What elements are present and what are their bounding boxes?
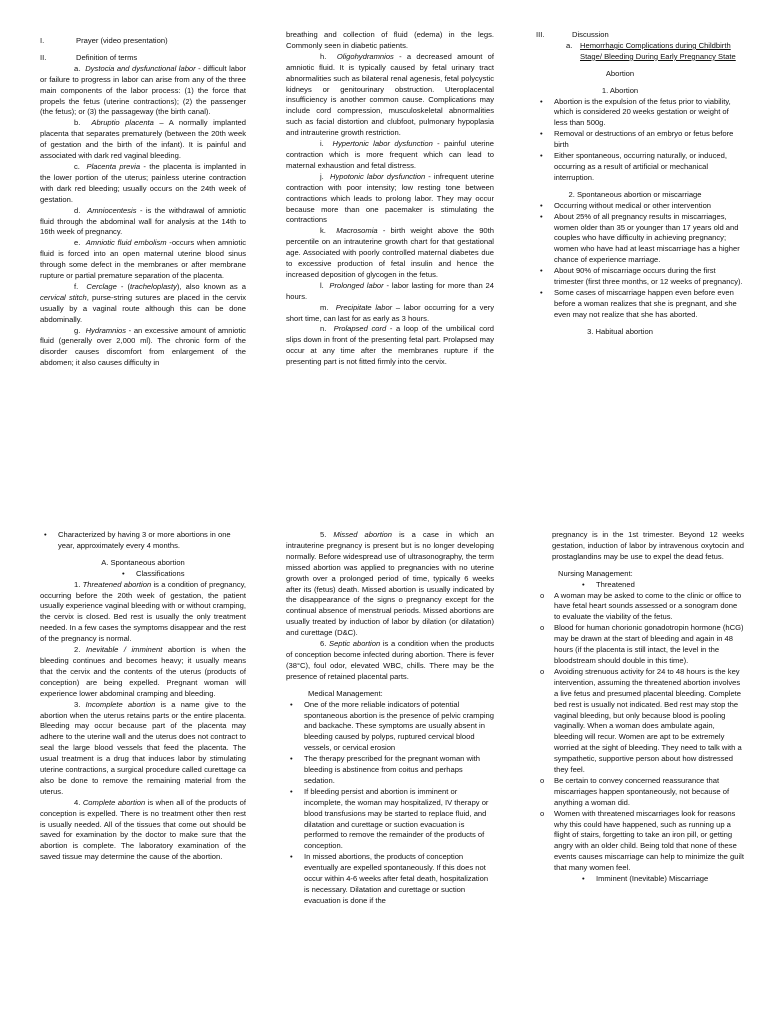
nursing-threatened-list xyxy=(536,591,744,875)
definition-hypotonic-labor: j. Hypotonic labor dysfunction - infrequent uterine contraction with poor intensity; low resting tone between contractions which leads to prolong labor. They may occur because more than one pacemaker is stimulating the contractions xyxy=(286,171,494,225)
definition-dystocia: a. Dystocia and dysfunctional labor - difficult labor or failure to progress in labor can arise from any of the three main components of the labor process: (1) the force that propels the fetus (uterine contractions); (2) the passenger (the fetus); or (3) the passageway (the birth canal). xyxy=(40,63,246,117)
threatened-heading: • Threatened xyxy=(536,580,744,591)
section-habitual-abortion: 3. Habitual abortion xyxy=(587,326,653,336)
page1-column-3 xyxy=(536,30,744,338)
section-abortion: 1. Abortion xyxy=(601,85,639,95)
classifications-heading: • Classifications xyxy=(40,569,246,580)
missed-abortion-para: 5. Missed abortion is a case in which an intrauterine pregnancy is present but is no longer developing normally. Before widespread use of ultrasonography, the term missed abortion was applied to pregnancies with no uterine growth over a prolonged period of time, typically 6 weeks after its (fetus) death. Missed abortion is usually indicated by the disappearance of the signs o pregnancy except for the continual absence of menstrual periods. Missed abortions are usually treated by induction of labor by dilation (or dilatation) and curettage (D&C). xyxy=(286,530,494,638)
page2-column-2 xyxy=(286,530,494,907)
page2-column-1 xyxy=(40,530,246,863)
definition-oligohydramnios: h. Oligohydramnios - a decreased amount of amniotic fluid. It is typically caused by fetal urinary tract abnormalities such as bilateral renal agenesis, fetal polycystic kidneys or genitourinary obstruction. Uteroplacental insufficiency is another common cause. Complications may include cord compression, musculoskeletal abnormalities such as facial distortion and clubfoot, pulmonary hypoplasia and intrauterine growth restriction. xyxy=(286,51,494,138)
list-item: • Abortion is the expulsion of the fetus prior to viability, which is considered 20 weeks gestation or weight of less than 500g. xyxy=(554,97,744,130)
subheading-hemorrhagic: a. Hemorrhagic Complications during Childbirth Stage/ Bleeding During Early Pregnancy State xyxy=(566,40,736,61)
page1-column-2 xyxy=(286,30,494,368)
list-item: o Be certain to convey concerned reassurance that miscarriages happen spontaneously, not because of anything a woman did. xyxy=(554,776,744,809)
page1-column-1 xyxy=(40,36,246,369)
list-item: • One of the more reliable indicators of potential spontaneous abortion is the presence of pelvic cramping and backache. These symptoms are usually absent in bleeding caused by polyps, ruptured cervical blood vessels, or cervical erosion xyxy=(304,700,494,755)
section-spontaneous-abortion: 2. Spontaneous abortion or miscarriage xyxy=(568,189,702,199)
threatened-abortion-para: 1. Threatened abortion is a condition of pregnancy, occurring before the 20th week of gestation, the patient usually experience vaginal bleeding with or without cramping, the cervix is closed. Bed rest is usually the only treatment needed. In a few cases the symptoms disappear and the rest of the pregnancy is normal. xyxy=(40,579,246,644)
hydramnios-continued: breathing and collection of fluid (edema) in the legs. Commonly seen in diabetic patients. xyxy=(286,30,494,50)
abortion-title: Abortion xyxy=(605,68,635,78)
missed-abortion-continued: pregnancy is in the 1st trimester. Beyond 12 weeks gestation, induction of labor by intravenous oxytocin and prostaglandins may be use to expel the dead fetus. xyxy=(552,530,744,561)
heading-discussion: III. Discussion xyxy=(536,30,609,39)
spontaneous-bullet-list xyxy=(536,201,744,321)
heading-definition-of-terms: II. Definition of terms xyxy=(40,52,138,62)
page2-column-3 xyxy=(536,530,744,885)
imminent-heading: • Imminent (Inevitable) Miscarriage xyxy=(536,874,744,885)
definition-abruptio-placenta: b. Abruptio placenta – A normally implanted placenta that separates prematurely (between the 20th week of gestation and the birth of the infant). It is painful and associated with dark red vaginal bleeding. xyxy=(40,118,246,161)
section-a-spontaneous-abortion: A. Spontaneous abortion xyxy=(101,557,185,567)
nursing-management-heading: Nursing Management: xyxy=(558,568,633,578)
incomplete-abortion-para: 3. Incomplete abortion is a name give to the abortion when the uterus retains parts or the entire placenta. Bleeding may occur because part of the placenta may adhere to the uterine wall and the uterus does not contract to seal the large blood vessels that feed the placenta. The usual treatment is a drug that induces labor by stimulating uterine contractions, a surgical procedure called curettage ca also be done to remove the remaining material from the uterus. xyxy=(40,699,246,796)
medical-management-heading: Medical Management: xyxy=(308,688,383,698)
definition-placenta-previa: c. Placenta previa - the placenta is implanted in the lower portion of the uterus; painless uterine contraction with dark red bleeding; usually occurs on the 24th week of gestation. xyxy=(40,161,246,204)
complete-abortion-para: 4. Complete abortion is when all of the products of conception is expelled. There is no treatment other then rest is usually needed. All of the tissues that come out should be saved for examination by the doctor to make sure that the abortion is complete. The laboratory examination of the saved tissue may determine the cause of the abortion. xyxy=(40,797,246,862)
medical-management-list xyxy=(286,700,494,907)
definition-hypertonic-labor: i. Hypertonic labor dysfunction - painful uterine contraction which is more frequent which can lead to maternal exhaustion and fetal distress. xyxy=(286,139,494,170)
list-item: • About 25% of all pregnancy results in miscarriages, women older than 35 or younger than 17 years old and couples who have difficulty in achieving pregnancy; women who have had at least miscarriage has a higher chance of experience marriage. xyxy=(554,212,744,267)
list-item: o A woman may be asked to come to the clinic or office to have fetal heart sounds assessed or a sonogram done to evaluate the viability of the fetus. xyxy=(554,591,744,624)
list-item: o Women with threatened miscarriages look for reasons why this could have happened, such as running up a flight of stairs, forgetting to take an iron pill, or getting angry with an older child. Being told that none of these events causes miscarriage can help to minimize the guilt that many women feel. xyxy=(554,809,744,874)
habitual-bullet-list xyxy=(40,530,246,552)
list-item: • Some cases of miscarriage happen even before even before a woman realizes that she is pregnant, and she even may not realize that she has aborted. xyxy=(554,288,744,321)
definition-amniotic-fluid-embolism: e. Amniotic fluid embolism -occurs when amniotic fluid is forced into an open maternal uterine blood sinus through some defect in the membranes or after membrane rupture or partial premature separation of the placenta. xyxy=(40,238,246,281)
list-item: o Avoiding strenuous activity for 24 to 48 hours is the key intervention, assuming the threatened abortion involves a live fetus and presumed placental bleeding. Complete bed rest is usually not indicated. Bed rest may stop the vaginal bleeding, but only because blood is pooling vaginally. When a woman does ambulate again, bleeding will recur. Women are apt to be extremely worried at the sight of bleeding. They need to talk with a sympathetic, supportive person about how distressed they feel. xyxy=(554,667,744,776)
definition-cerclage: f. Cerclage - (tracheloplasty), also known as a cervical stitch, purse-string sutures are placed in the cervix usually by a vaginal route although this can be done abdominally. xyxy=(40,281,246,324)
definition-prolapsed-cord: n. Prolapsed cord - a loop of the umbilical cord slips down in front of the presenting fetal part. Prolapsed may occur at any time after the membranes rupture if the presenting part is not fitted firmly into the cervix. xyxy=(286,324,494,367)
inevitable-abortion-para: 2. Inevitable / imminent abortion is when the bleeding continues and becomes heavy; it usually means that the cervix and the contents of the uterus (products of conception) are being expelled. Pregnant woman will experience lower abdominal cramping and bleeding. xyxy=(40,645,246,698)
definition-precipitate-labor: m. Precipitate labor – labor occurring for a very short time, can last for as early as 3 hours. xyxy=(286,302,494,323)
list-item: • Occurring without medical or other intervention xyxy=(554,201,744,212)
list-item: • Removal or destructions of an embryo or fetus before birth xyxy=(554,129,744,151)
list-item: • Either spontaneous, occurring naturally, or induced, occurring as a result of artificial or mechanical interruption. xyxy=(554,151,744,184)
septic-abortion-para: 6. Septic abortion is a condition when the products of conception become infected during abortion. There is fever (38°C), foul odor, elevated WBC, chills. There may be the presence of retained placental parts. xyxy=(286,639,494,681)
definition-macrosomia: k. Macrosomia - birth weight above the 90th percentile on an intrauterine growth chart for that gestational age. Associated with poorly controlled maternal diabetes due to excessive production of fetal insulin and hence the increased deposition of glycogen in the fetus. xyxy=(286,226,494,279)
list-item: • About 90% of miscarriage occurs during the first trimester (first three months, or 12 weeks of pregnancy). xyxy=(554,266,744,288)
list-item: • In missed abortions, the products of conception eventually are expelled spontaneously. If this does not occur within 4-6 weeks after fetal death, hospitalization is necessary. Dilatation and curettage or suction evacuation is done if the xyxy=(304,852,494,907)
definition-prolonged-labor: l. Prolonged labor - labor lasting for more than 24 hours. xyxy=(286,280,494,301)
list-item: • Characterized by having 3 or more abortions in one year, approximately every 4 months. xyxy=(58,530,246,552)
definition-amniocentesis: d. Amniocentesis - is the withdrawal of amniotic fluid through the abdominal wall for analysis at the 14th to 16th week of pregnancy. xyxy=(40,205,246,237)
list-item: • If bleeding persist and abortion is imminent or incomplete, the woman may hospitalized, IV therapy or blood transfusions may be started to replace fluid, and dilatation and curettage or suction evacuation is performed to remove the remainder of the products of conception. xyxy=(304,787,494,852)
list-item: • The therapy prescribed for the pregnant woman with bleeding is abstinence from coitus and perhaps sedation. xyxy=(304,754,494,787)
definition-hydramnios: g. Hydramnios - an excessive amount of amniotic fluid (generally over 2,000 ml). The chronic form of the disorder causes discomfort from enlargement of the abdomen; it also causes difficulty in xyxy=(40,325,246,368)
heading-prayer: I. Prayer (video presentation) xyxy=(40,36,168,45)
abortion-bullet-list xyxy=(536,97,744,184)
list-item: o Blood for human chorionic gonadotropin hormone (hCG) may be drawn at the start of bleeding and again in 48 hours (if the placenta is still intact, the level in the bloodstream should double in this time). xyxy=(554,623,744,667)
